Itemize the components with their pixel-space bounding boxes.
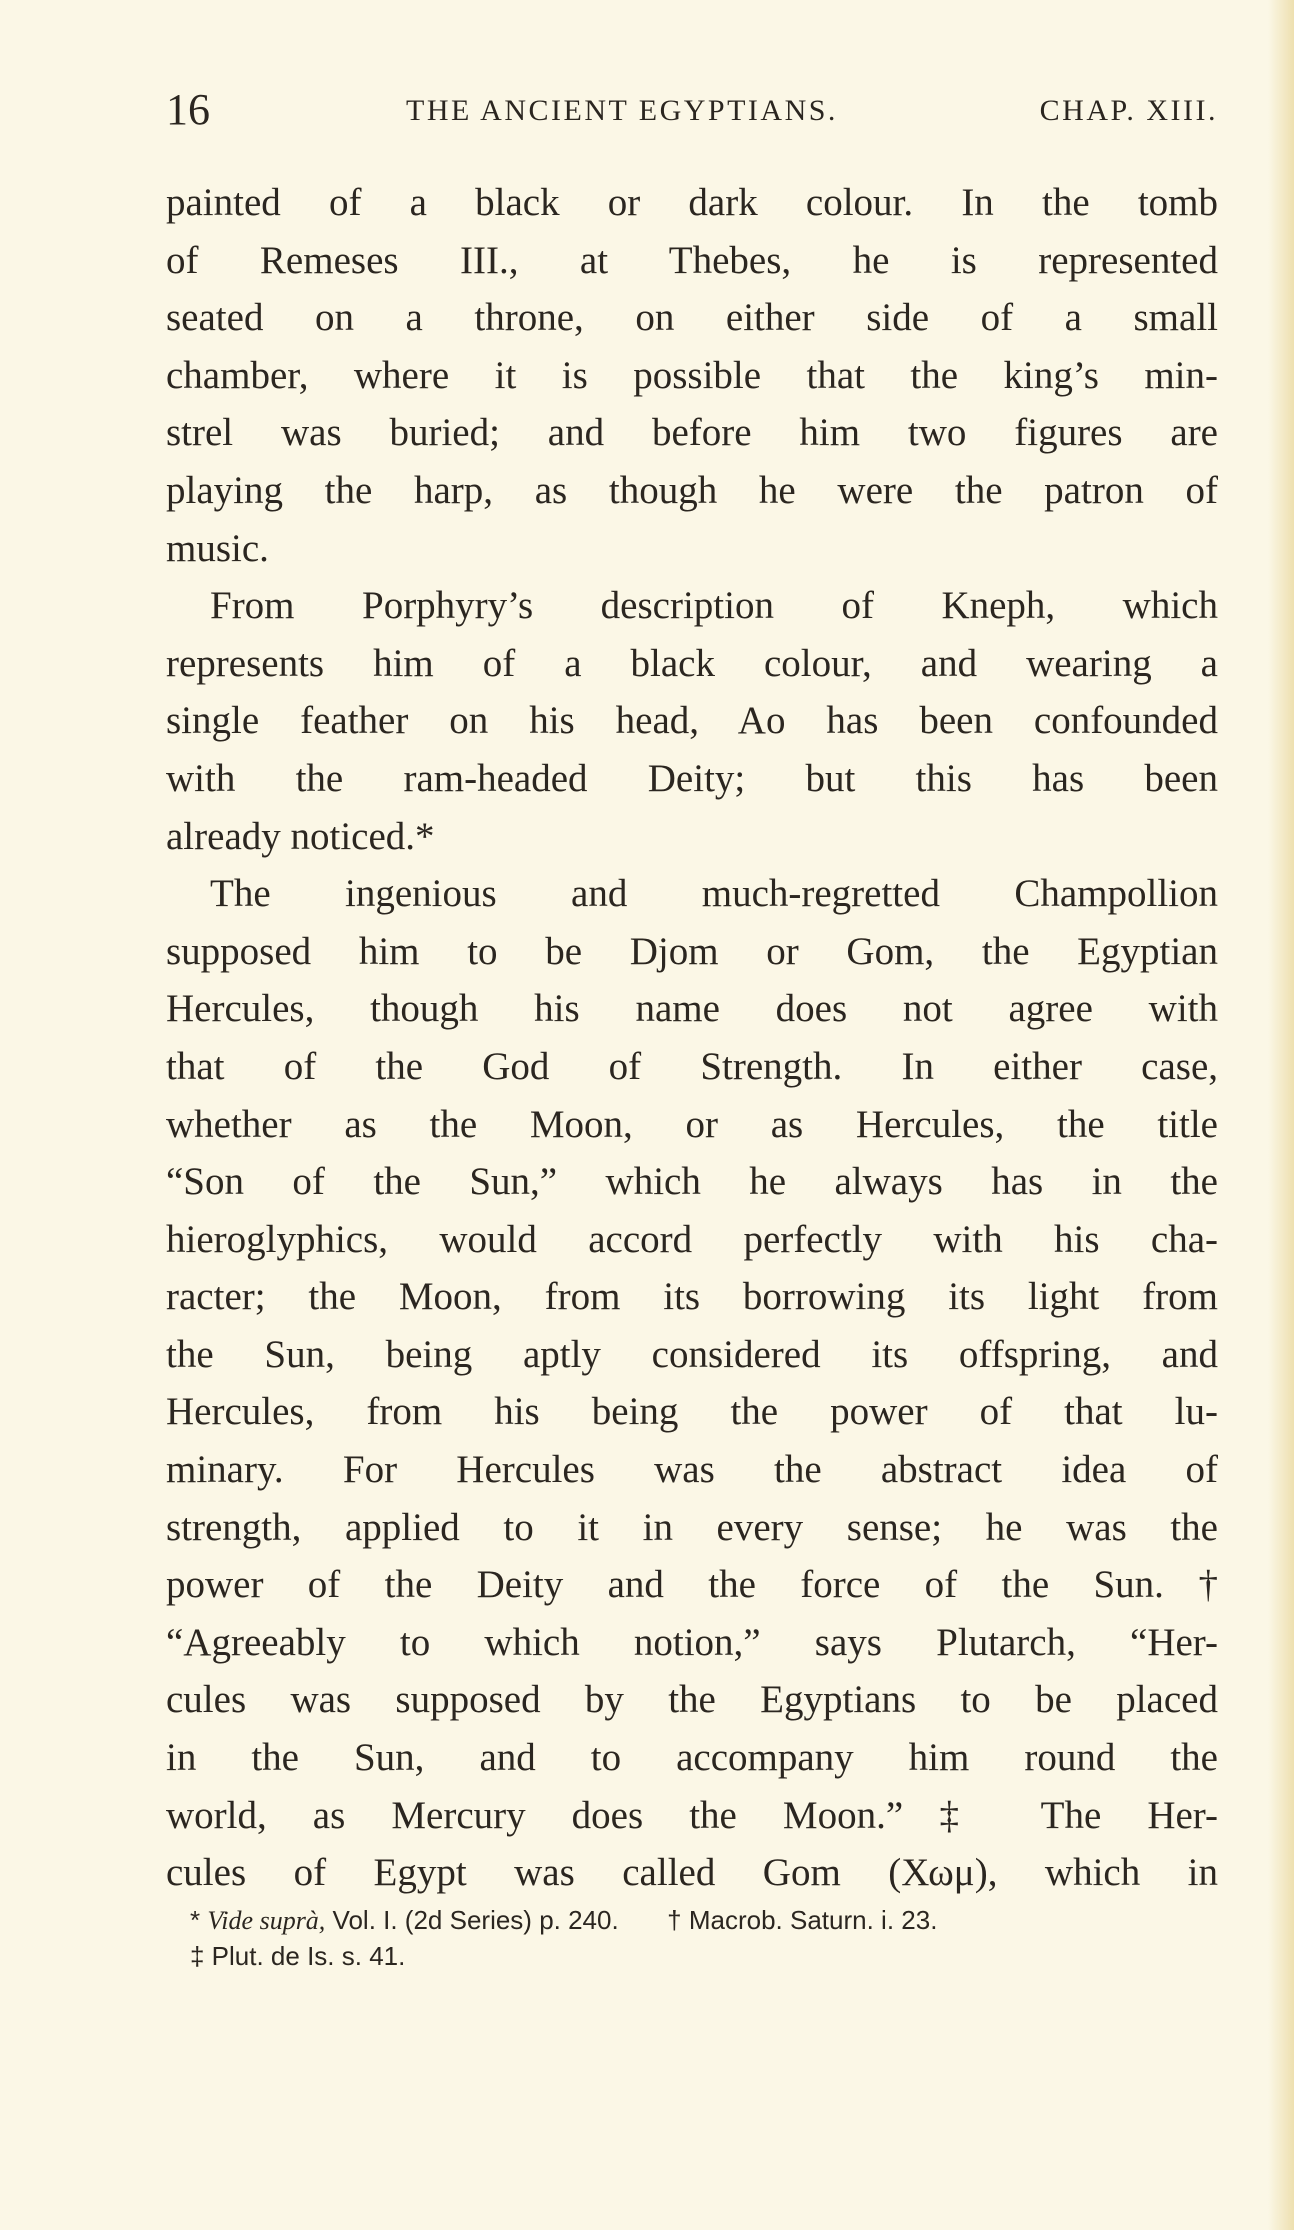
page-edge-shade (1268, 0, 1294, 2230)
text-line: The ingenious and much-regretted Champollion (210, 872, 1218, 916)
text-line: “Son of the Sun,” which he always has in the (166, 1160, 1218, 1204)
footnote-text: ‡ Plut. de Is. s. 41. (190, 1941, 406, 1971)
footnote-text: † Macrob. Saturn. i. 23. (667, 1905, 938, 1935)
footnotes (190, 1902, 1218, 1974)
footnote-italic: Vide suprà, (207, 1906, 326, 1935)
footnote-line (190, 1938, 1218, 1974)
text-line: minary. For Hercules was the abstract idea of (166, 1448, 1218, 1492)
footnote-text: Vol. I. (2d Series) p. 240. (332, 1905, 619, 1935)
text-line: strength, applied to it in every sense; he was the (166, 1505, 1218, 1549)
footnote-marker: * (190, 1905, 201, 1935)
running-title: THE ANCIENT EGYPTIANS. (406, 94, 838, 127)
running-header (166, 82, 1218, 138)
text-line: painted of a black or dark colour. In the tomb (166, 181, 1218, 224)
text-line: cules of Egypt was called Gom (Χωμ), which in (166, 1851, 1218, 1895)
text-line: of Remeses III., at Thebes, he is represented (166, 238, 1218, 282)
text-line: that of the God of Strength. In either case, (166, 1044, 1218, 1088)
text-line: Hercules, though his name does not agree with (166, 987, 1218, 1031)
text-line: music. (166, 526, 269, 570)
text-line: whether as the Moon, or as Hercules, the title (166, 1102, 1218, 1146)
text-line: cules was supposed by the Egyptians to be placed (166, 1678, 1218, 1722)
page-number: 16 (166, 85, 210, 134)
text-line: strel was buried; and before him two figures are (166, 411, 1218, 455)
text-line: playing the harp, as though he were the patron of (166, 468, 1218, 512)
text-line: single feather on his head, Ao has been confounded (166, 699, 1218, 743)
text-line: From Porphyry’s description of Kneph, which (210, 584, 1218, 628)
text-line: already noticed.* (166, 814, 435, 858)
footnote-line (190, 1902, 1218, 1938)
text-line: power of the Deity and the force of the Sun.† (166, 1563, 1218, 1607)
text-line: seated on a throne, on either side of a small (166, 296, 1218, 340)
text-line: hieroglyphics, would accord perfectly with his cha- (166, 1217, 1218, 1261)
text-line: racter; the Moon, from its borrowing its light from (166, 1275, 1218, 1319)
body-text (166, 174, 1218, 1902)
text-line: chamber, where it is possible that the king’s min- (166, 353, 1218, 397)
chapter-label: CHAP. XIII. (1039, 94, 1218, 127)
text-line: represents him of a black colour, and wearing a (166, 641, 1218, 685)
text-line: supposed him to be Djom or Gom, the Egyptian (166, 929, 1218, 973)
text-line: world, as Mercury does the Moon.”‡ The Her- (166, 1793, 1218, 1837)
text-line: with the ram-headed Deity; but this has been (166, 756, 1218, 800)
text-line: in the Sun, and to accompany him round the (166, 1736, 1218, 1780)
text-line: the Sun, being aptly considered its offspring, and (166, 1332, 1218, 1376)
text-line: Hercules, from his being the power of that lu- (166, 1390, 1218, 1434)
text-line: “Agreeably to which notion,” says Plutarch, “Her- (166, 1620, 1218, 1664)
